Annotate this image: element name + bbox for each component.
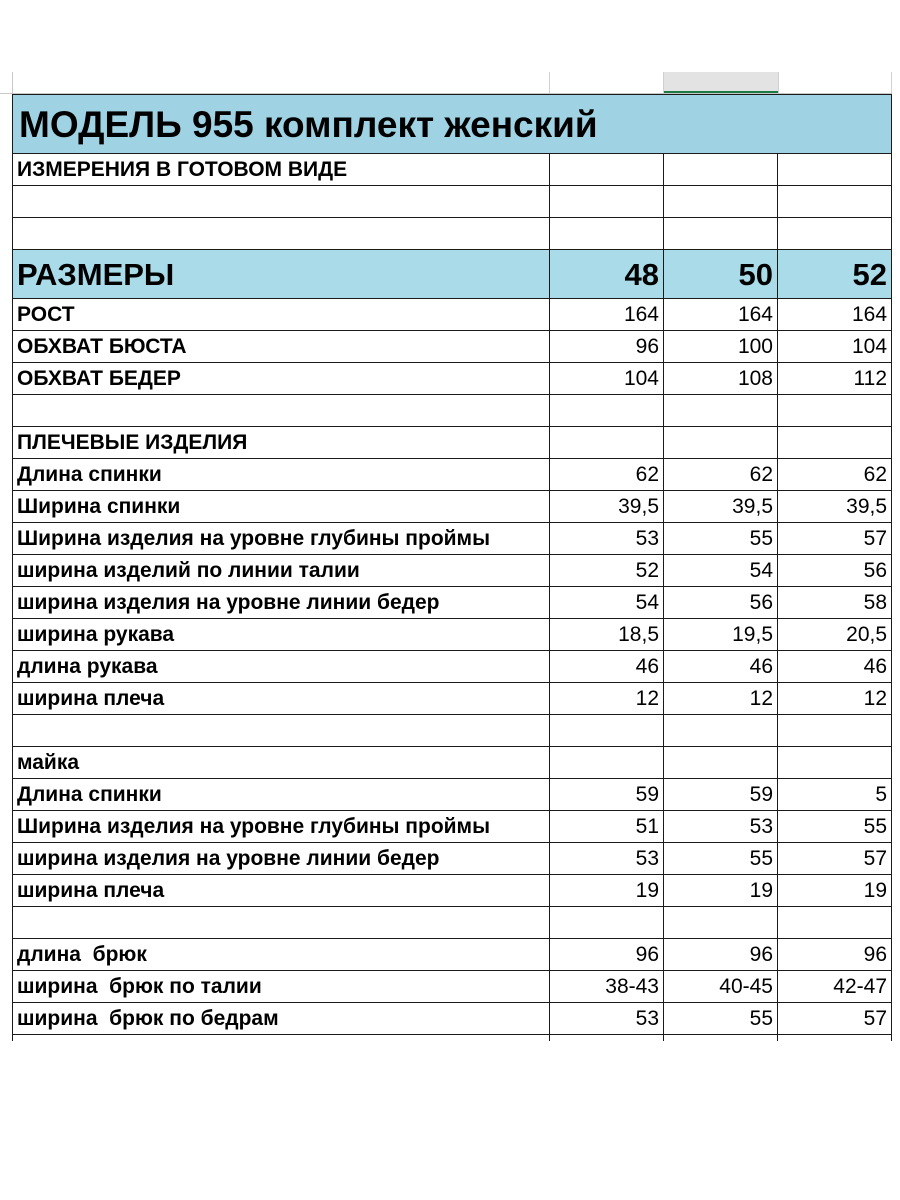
empty-cell[interactable] — [664, 154, 778, 186]
table-row — [13, 587, 892, 619]
empty-cell[interactable] — [778, 186, 892, 218]
value-cell[interactable]: 39,5 — [664, 491, 778, 523]
selected-column-header[interactable] — [664, 72, 778, 94]
empty-cell[interactable] — [550, 747, 664, 779]
column-divider[interactable] — [549, 72, 550, 94]
sheet-title[interactable]: МОДЕЛЬ 955 комплект женский — [13, 95, 892, 154]
value-cell[interactable]: 53 — [550, 1003, 664, 1035]
section-title[interactable]: ПЛЕЧЕВЫЕ ИЗДЕЛИЯ — [13, 427, 550, 459]
empty-cell[interactable] — [778, 218, 892, 250]
size-chart-table — [12, 94, 892, 1041]
value-cell[interactable]: 96 — [664, 939, 778, 971]
value-cell[interactable]: 57 — [778, 1003, 892, 1035]
row-label-cell[interactable]: Длина спинки — [13, 459, 550, 491]
section-header-row — [13, 427, 892, 459]
empty-cell[interactable] — [664, 186, 778, 218]
value-cell[interactable]: 59 — [664, 779, 778, 811]
empty-row — [13, 395, 892, 427]
value-cell[interactable]: 39,5 — [550, 491, 664, 523]
empty-cell[interactable] — [550, 427, 664, 459]
empty-cell[interactable] — [550, 154, 664, 186]
empty-row — [13, 715, 892, 747]
table-row — [13, 299, 892, 331]
value-cell[interactable]: 38-43 — [550, 971, 664, 1003]
table-row — [13, 1003, 892, 1035]
value-cell[interactable]: 18,5 — [550, 619, 664, 651]
value-cell[interactable]: 62 — [550, 459, 664, 491]
value-cell[interactable]: 56 — [778, 555, 892, 587]
sizes-header-row — [13, 250, 892, 299]
sizes-label-cell[interactable]: РАЗМЕРЫ — [13, 250, 550, 299]
row-label-cell[interactable]: ширина плеча — [13, 683, 550, 715]
table-row — [13, 459, 892, 491]
empty-cell[interactable] — [778, 1035, 892, 1042]
table-row — [13, 523, 892, 555]
empty-cell[interactable] — [13, 1035, 550, 1042]
value-cell[interactable]: 12 — [778, 683, 892, 715]
value-cell[interactable]: 55 — [664, 843, 778, 875]
value-cell[interactable]: 54 — [664, 555, 778, 587]
value-cell[interactable]: 56 — [664, 587, 778, 619]
value-cell[interactable]: 53 — [664, 811, 778, 843]
value-cell[interactable]: 55 — [664, 1003, 778, 1035]
value-cell[interactable]: 96 — [550, 939, 664, 971]
empty-cell[interactable] — [664, 427, 778, 459]
value-cell[interactable]: 53 — [550, 523, 664, 555]
empty-cell[interactable] — [13, 715, 550, 747]
empty-cell[interactable] — [778, 907, 892, 939]
table-row — [13, 779, 892, 811]
table-row — [13, 555, 892, 587]
value-cell[interactable]: 12 — [664, 683, 778, 715]
empty-cell[interactable] — [664, 715, 778, 747]
value-cell[interactable]: 19 — [778, 875, 892, 907]
table-row — [13, 619, 892, 651]
row-label-cell[interactable]: Ширина спинки — [13, 491, 550, 523]
value-cell[interactable]: 42-47 — [778, 971, 892, 1003]
row-label-cell[interactable]: ширина изделий по линии талии — [13, 555, 550, 587]
empty-cell[interactable] — [664, 907, 778, 939]
subtitle-cell[interactable]: ИЗМЕРЕНИЯ В ГОТОВОМ ВИДЕ — [13, 154, 550, 186]
value-cell[interactable]: 19 — [664, 875, 778, 907]
empty-cell[interactable] — [664, 1035, 778, 1042]
value-cell[interactable]: 96 — [550, 331, 664, 363]
row-label-cell[interactable]: ширина изделия на уровне линии бедер — [13, 843, 550, 875]
value-cell[interactable]: 19,5 — [664, 619, 778, 651]
table-row — [13, 875, 892, 907]
value-cell[interactable]: 20,5 — [778, 619, 892, 651]
value-cell[interactable]: 100 — [664, 331, 778, 363]
empty-cell[interactable] — [13, 218, 550, 250]
row-label-cell[interactable]: Ширина изделия на уровне глубины проймы — [13, 523, 550, 555]
empty-cell[interactable] — [550, 395, 664, 427]
section-title[interactable]: майка — [13, 747, 550, 779]
value-cell[interactable]: 104 — [550, 363, 664, 395]
column-header-strip — [0, 72, 892, 94]
value-cell[interactable]: 164 — [664, 299, 778, 331]
table-row — [13, 651, 892, 683]
empty-cell[interactable] — [13, 907, 550, 939]
value-cell[interactable]: 112 — [778, 363, 892, 395]
value-cell[interactable]: 39,5 — [778, 491, 892, 523]
subtitle-row — [13, 154, 892, 186]
empty-cell[interactable] — [550, 715, 664, 747]
value-cell[interactable]: 58 — [778, 587, 892, 619]
section-header-row — [13, 747, 892, 779]
table-row — [13, 331, 892, 363]
empty-cell[interactable] — [664, 747, 778, 779]
empty-cell[interactable] — [550, 218, 664, 250]
table-row — [13, 491, 892, 523]
row-label-cell[interactable]: Длина спинки — [13, 779, 550, 811]
value-cell[interactable]: 59 — [550, 779, 664, 811]
empty-cell[interactable] — [664, 218, 778, 250]
value-cell[interactable]: 55 — [778, 811, 892, 843]
empty-row — [13, 218, 892, 250]
row-label-cell[interactable]: длина брюк — [13, 939, 550, 971]
partial-row — [13, 1035, 892, 1042]
column-divider[interactable] — [891, 72, 892, 94]
empty-cell[interactable] — [550, 907, 664, 939]
table-row — [13, 683, 892, 715]
empty-cell[interactable] — [778, 747, 892, 779]
column-divider[interactable] — [663, 72, 664, 94]
empty-cell[interactable] — [550, 186, 664, 218]
value-cell[interactable]: 5 — [778, 779, 892, 811]
value-cell[interactable]: 51 — [550, 811, 664, 843]
empty-cell[interactable] — [13, 186, 550, 218]
size-cell[interactable]: 48 — [550, 250, 664, 299]
value-cell[interactable]: 62 — [664, 459, 778, 491]
value-cell[interactable]: 53 — [550, 843, 664, 875]
table-row — [13, 843, 892, 875]
value-cell[interactable]: 46 — [778, 651, 892, 683]
row-label-cell[interactable]: РОСТ — [13, 299, 550, 331]
value-cell[interactable]: 46 — [550, 651, 664, 683]
value-cell[interactable]: 54 — [550, 587, 664, 619]
column-divider[interactable] — [778, 72, 779, 94]
value-cell[interactable]: 96 — [778, 939, 892, 971]
row-label-cell[interactable]: длина рукава — [13, 651, 550, 683]
row-label-cell[interactable]: ширина брюк по талии — [13, 971, 550, 1003]
row-label-cell[interactable]: ОБХВАТ БЮСТА — [13, 331, 550, 363]
row-label-cell[interactable]: Ширина изделия на уровне глубины проймы — [13, 811, 550, 843]
value-cell[interactable]: 52 — [550, 555, 664, 587]
empty-cell[interactable] — [664, 395, 778, 427]
value-cell[interactable]: 62 — [778, 459, 892, 491]
empty-cell[interactable] — [778, 395, 892, 427]
value-cell[interactable]: 57 — [778, 523, 892, 555]
empty-cell[interactable] — [550, 1035, 664, 1042]
value-cell[interactable]: 40-45 — [664, 971, 778, 1003]
table-row — [13, 971, 892, 1003]
value-cell[interactable]: 46 — [664, 651, 778, 683]
value-cell[interactable]: 57 — [778, 843, 892, 875]
row-label-cell[interactable]: ОБХВАТ БЕДЕР — [13, 363, 550, 395]
empty-row — [13, 907, 892, 939]
row-label-cell[interactable]: ширина плеча — [13, 875, 550, 907]
table-row — [13, 939, 892, 971]
value-cell[interactable]: 104 — [778, 331, 892, 363]
empty-cell[interactable] — [778, 427, 892, 459]
value-cell[interactable]: 164 — [778, 299, 892, 331]
value-cell[interactable]: 55 — [664, 523, 778, 555]
value-cell[interactable]: 108 — [664, 363, 778, 395]
empty-row — [13, 186, 892, 218]
row-label-cell[interactable]: ширина изделия на уровне линии бедер — [13, 587, 550, 619]
empty-cell[interactable] — [778, 715, 892, 747]
table-row — [13, 811, 892, 843]
value-cell[interactable]: 164 — [550, 299, 664, 331]
empty-cell[interactable] — [778, 154, 892, 186]
size-cell[interactable]: 50 — [664, 250, 778, 299]
value-cell[interactable]: 19 — [550, 875, 664, 907]
empty-cell[interactable] — [13, 395, 550, 427]
value-cell[interactable]: 12 — [550, 683, 664, 715]
title-row — [13, 95, 892, 154]
row-label-cell[interactable]: ширина брюк по бедрам — [13, 1003, 550, 1035]
select-all-corner[interactable] — [0, 72, 13, 94]
size-cell[interactable]: 52 — [778, 250, 892, 299]
row-label-cell[interactable]: ширина рукава — [13, 619, 550, 651]
table-row — [13, 363, 892, 395]
